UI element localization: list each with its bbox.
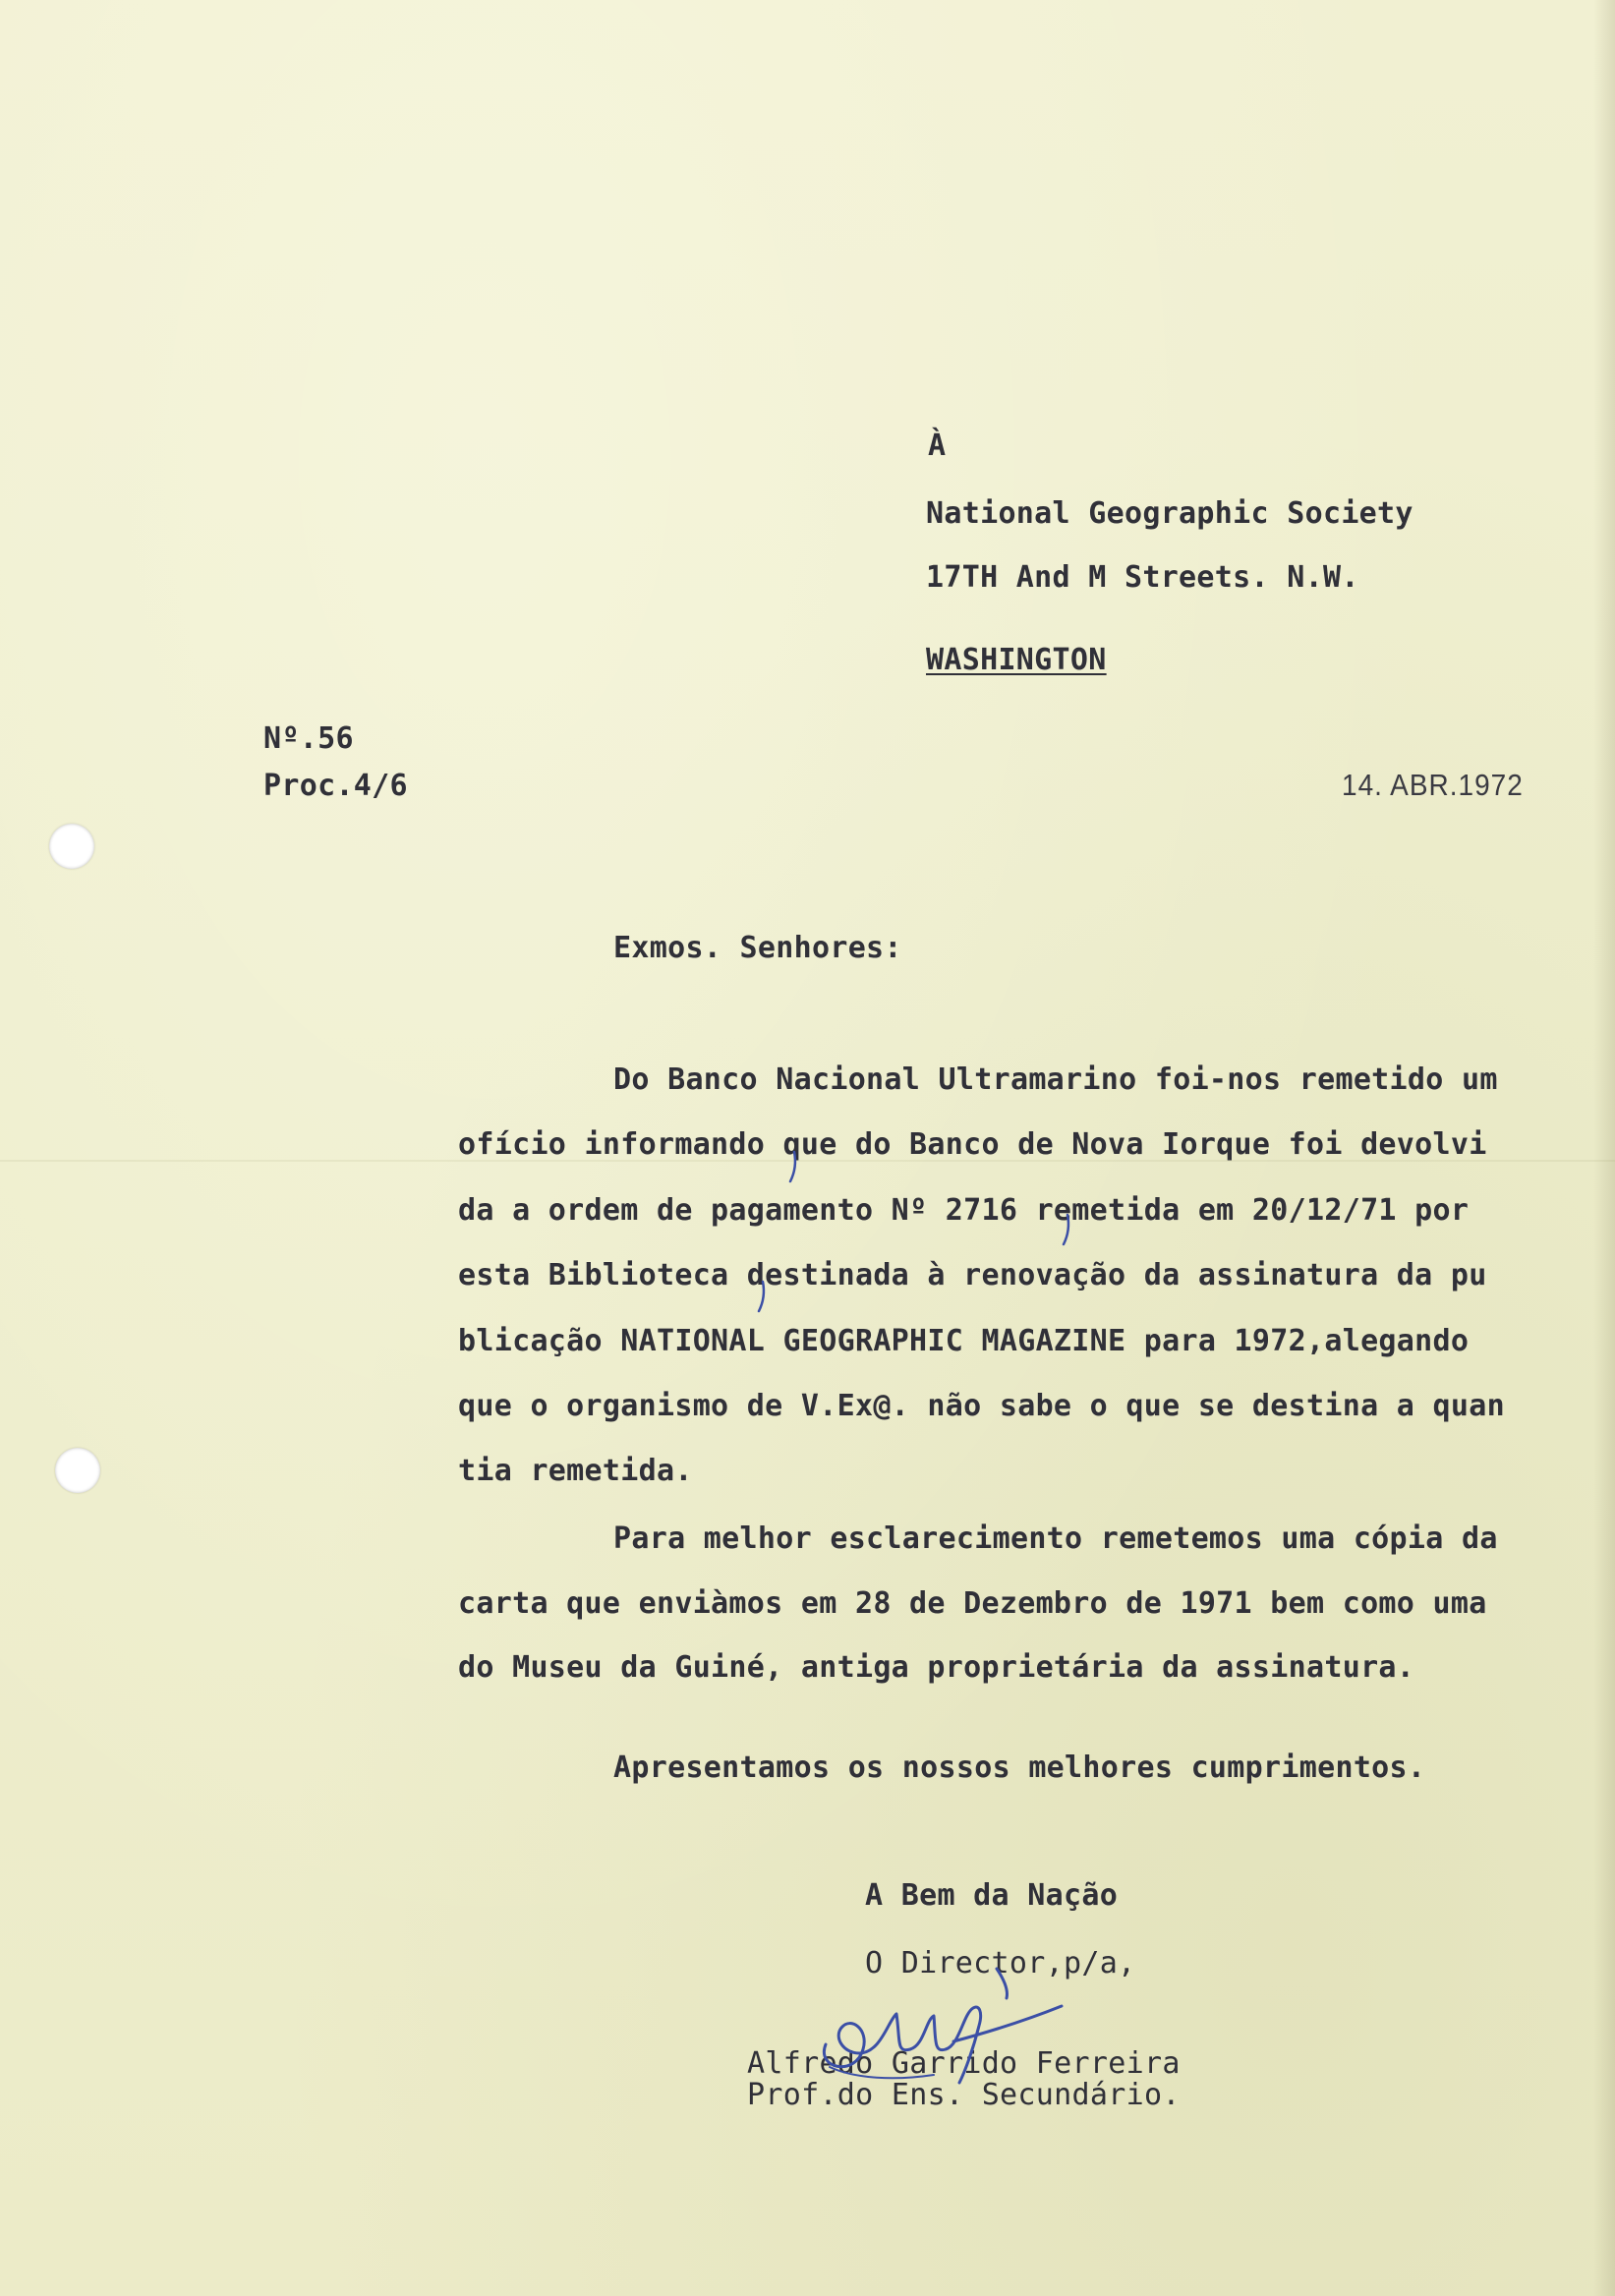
body-line: ofício informando que do Banco de Nova Iorque foi devolvi [458, 1127, 1487, 1162]
signatory-name: Alfredo Garrido Ferreira [747, 2046, 1181, 2081]
body-line: da a ordem de pagamento Nº 2716 remetida em 20/12/71 por [458, 1193, 1470, 1228]
pen-comma-mark [755, 1278, 775, 1317]
addressee-prefix: À [928, 429, 947, 463]
pen-comma-mark [786, 1148, 806, 1187]
punch-hole-top [49, 824, 94, 869]
punch-hole-bottom [55, 1448, 100, 1493]
page-edge-shadow [1593, 0, 1615, 2296]
body-line: carta que enviàmos em 28 de Dezembro de 1971 bem como uma [458, 1586, 1487, 1621]
body-line: blicação NATIONAL GEOGRAPHIC MAGAZINE para 1972,alegando [458, 1324, 1470, 1358]
body-line: esta Biblioteca destinada à renovação da assinatura da pu [458, 1258, 1487, 1292]
date-stamp: 14. ABR.1972 [1342, 768, 1524, 802]
greeting: Exmos. Senhores: [613, 931, 902, 965]
body-line: Do Banco Nacional Ultramarino foi-nos remetido um [613, 1062, 1498, 1097]
body-line: do Museu da Guiné, antiga proprietária da assinatura. [458, 1650, 1415, 1685]
body-line: que o organismo de V.Ex@. não sabe o que se destina a quan [458, 1389, 1505, 1423]
body-line: tia remetida. [458, 1454, 693, 1488]
reference-process: Proc.4/6 [263, 769, 408, 803]
reference-number: Nº.56 [263, 721, 354, 756]
closing-line: Apresentamos os nossos melhores cumprimentos. [613, 1751, 1426, 1785]
signature-role: O Director,p/a, [865, 1946, 1136, 1980]
signatory-title: Prof.do Ens. Secundário. [747, 2078, 1181, 2112]
addressee-organization: National Geographic Society [926, 496, 1413, 531]
addressee-street: 17TH And M Streets. N.W. [926, 560, 1359, 595]
signature-motto: A Bem da Nação [865, 1878, 1119, 1913]
body-line: Para melhor esclarecimento remetemos uma cópia da [613, 1521, 1498, 1556]
pen-comma-mark [1060, 1211, 1079, 1250]
handwritten-signature [786, 1951, 1111, 2098]
addressee-city: WASHINGTON [926, 643, 1107, 677]
